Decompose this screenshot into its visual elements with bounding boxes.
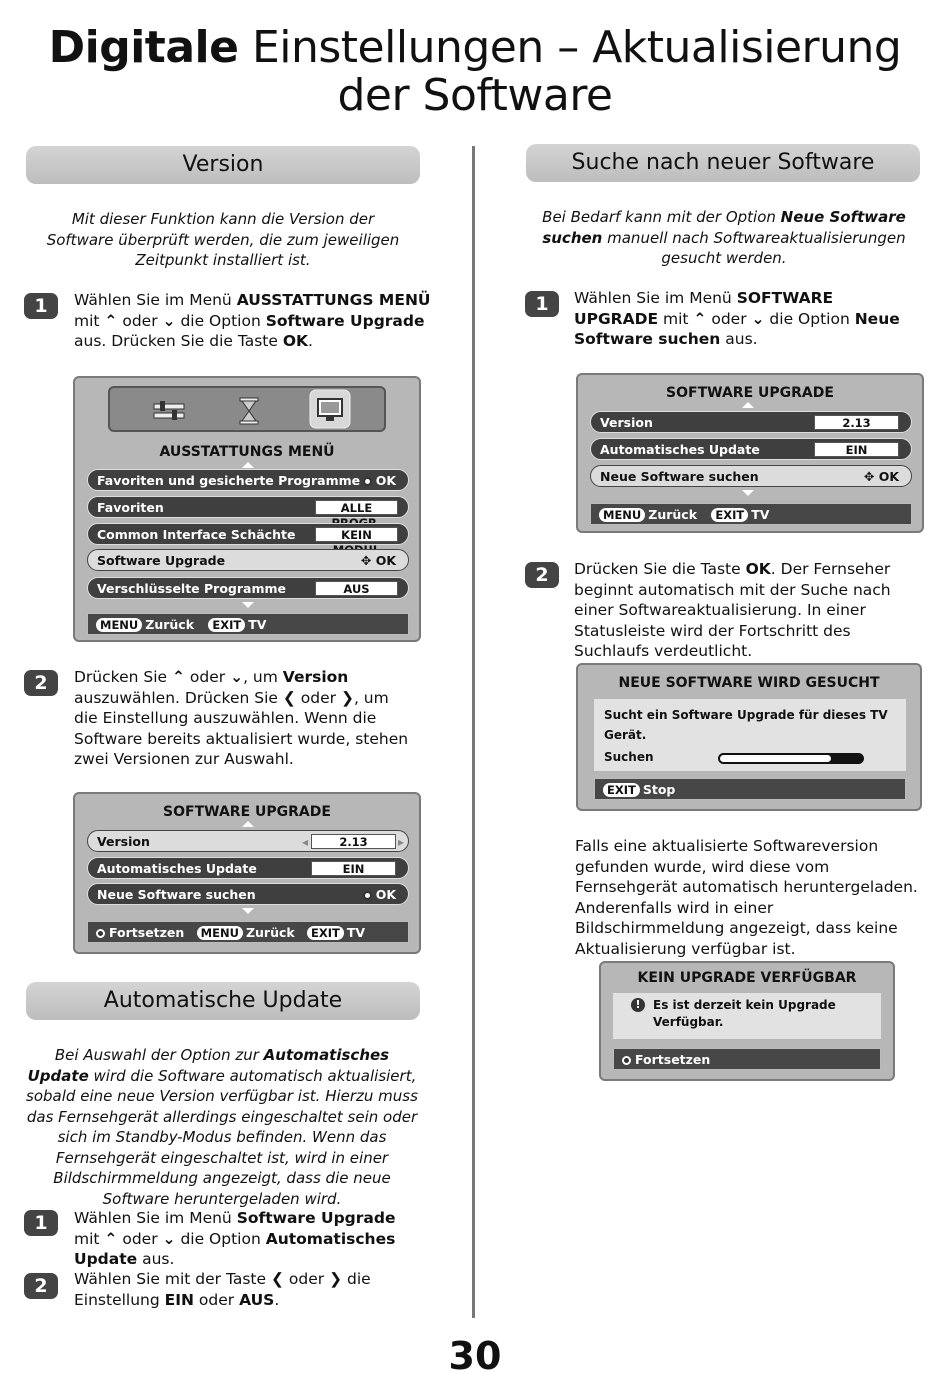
step-number: 1 xyxy=(24,293,58,319)
search-progress-panel xyxy=(576,663,922,811)
no-upgrade-message: Es ist derzeit kein Upgrade Verfügbar. xyxy=(653,998,836,1029)
menu-icon-bar xyxy=(108,386,386,432)
timer-icon xyxy=(240,398,258,424)
menu-footer: MENU Zurück EXIT TV xyxy=(590,503,912,525)
scroll-down-icon xyxy=(242,602,254,608)
alert-icon: ! xyxy=(631,998,645,1012)
ok-icon xyxy=(96,929,105,938)
version-intro: Mit dieser Funktion kann die Version der Software überprüft werden, die zum jeweiligen Zeitpunkt installiert ist. xyxy=(46,210,400,269)
scroll-up-icon xyxy=(242,821,254,827)
step-number: 2 xyxy=(525,562,559,588)
value-box: EIN xyxy=(814,442,899,457)
version-step2-text: Drücken Sie ⌃ oder ⌄, um Version auszuwählen. Drücken Sie ❮ oder ❯, um die Einstellung auszuwählen. Wenn die Software bereits aktualisiert wurde, stehen zwei Versionen zur Auswahl. xyxy=(74,668,409,768)
menu-row-verschluesselt[interactable]: Verschlüsselte Programme AUS xyxy=(87,577,409,599)
menu-row-automatisches-update[interactable]: Automatisches Update EIN xyxy=(590,438,912,460)
column-divider xyxy=(472,146,475,1318)
step-number: 1 xyxy=(24,1210,58,1236)
search-label: Suchen xyxy=(604,750,654,764)
menu-row-common-interface[interactable]: Common Interface Schächte KEIN xyxy=(87,523,409,545)
right-arrow-icon: ❯ xyxy=(340,688,354,707)
step-number: 2 xyxy=(24,1273,58,1299)
settings-icon xyxy=(154,401,184,420)
value-box: EIN xyxy=(311,861,396,876)
scroll-up-icon xyxy=(242,462,254,468)
value-box: AUS xyxy=(315,581,398,596)
down-arrow-icon: ⌄ xyxy=(162,311,176,330)
menu-row-version[interactable]: Version ◂ 2.13 ▸ xyxy=(87,830,409,852)
left-arrow-icon: ❮ xyxy=(270,1270,284,1288)
no-upgrade-panel xyxy=(599,961,895,1081)
menu-key: MENU xyxy=(599,508,645,522)
progress-fill xyxy=(720,755,831,762)
search-intro: Bei Bedarf kann mit der Option Neue Software suchen manuell nach Softwareaktualisierungen gesucht werden. xyxy=(542,208,906,267)
panel-footer[interactable]: Fortsetzen xyxy=(613,1048,881,1070)
message-box xyxy=(613,993,881,1039)
menu-footer: MENU Zurück EXIT TV xyxy=(87,613,409,635)
scroll-down-icon xyxy=(242,908,254,914)
search-step2-text: Drücken Sie die Taste OK. Der Fernseher beginnt automatisch mit der Suche nach einer Softwareaktualisierung. In einer Statusleiste wird der Fortschritt des Suchlaufs verdeutlicht. xyxy=(574,560,891,660)
after-text: Falls eine aktualisierte Softwareversion gefunden wurde, wird diese vom Fernsehgerät automatisch heruntergeladen. Anderenfalls wird in einer Bildschirmmeldung angezeigt, dass keine Aktualisierung verfügbar ist. xyxy=(575,837,918,958)
ok-icon xyxy=(622,1056,631,1065)
software-upgrade-panel xyxy=(73,792,421,954)
search-message: Sucht ein Software Upgrade für dieses TV Gerät. xyxy=(604,708,888,742)
up-arrow-icon: ⌃ xyxy=(693,309,707,328)
auto-update-intro: Bei Auswahl der Option zur Automatisches Update wird die Software automatisch aktualisiert, sobald eine neue Version verfügbar ist. Hierzu muss das Fernsehgerät allerdings eingeschaltet sein oder sich im Standby-Modus befinden. Wenn das Fernsehgerät eingeschaltet ist, wird in einer Bildschirmmeldung angezeigt, dass die neue Software heruntergeladen wird. xyxy=(26,1046,418,1208)
menu-row-software-upgrade[interactable]: Software Upgrade ✥ OK xyxy=(87,549,409,571)
menu-icons xyxy=(110,388,388,434)
menu-key: MENU xyxy=(197,926,243,940)
nav-icon: ✥ xyxy=(360,553,372,568)
nav-icon: ✥ xyxy=(863,469,875,484)
software-upgrade-panel-2 xyxy=(576,373,924,533)
menu-key: MENU xyxy=(96,618,142,632)
value-box: 2.13 xyxy=(311,834,396,849)
auto-step1-text: Wählen Sie im Menü Software Upgrade mit ⌃ oder ⌄ die Option Automatisches Update aus. xyxy=(74,1209,396,1268)
page-title xyxy=(0,24,950,120)
up-arrow-icon: ⌃ xyxy=(171,668,185,686)
value-box: 2.13 xyxy=(814,415,899,430)
scroll-up-icon xyxy=(742,402,754,408)
exit-key: EXIT xyxy=(711,508,748,522)
panel-title: NEUE SOFTWARE WIRD GESUCHT xyxy=(618,675,880,691)
left-arrow-icon: ◂ xyxy=(302,835,309,849)
down-arrow-icon: ⌄ xyxy=(230,668,244,686)
ok-icon xyxy=(363,891,372,900)
up-arrow-icon: ⌃ xyxy=(104,311,118,330)
step-number: 1 xyxy=(525,291,559,317)
menu-row-neue-software[interactable]: Neue Software suchen ✥ OK xyxy=(590,465,912,487)
panel-footer: EXIT Stop xyxy=(594,778,906,800)
left-arrow-icon: ❮ xyxy=(282,688,296,707)
menu-footer: Fortsetzen MENU Zurück EXIT TV xyxy=(87,921,409,943)
search-heading: Suche nach neuer Software xyxy=(526,144,920,182)
title-bold: Digitale xyxy=(48,22,239,73)
right-arrow-icon: ▸ xyxy=(398,835,405,849)
menu-title: SOFTWARE UPGRADE xyxy=(163,804,331,820)
menu-row-favoriten[interactable]: Favoriten ALLE xyxy=(87,496,409,518)
exit-key: EXIT xyxy=(307,926,344,940)
right-arrow-icon: ❯ xyxy=(329,1270,343,1288)
menu-row-automatisches-update[interactable]: Automatisches Update EIN xyxy=(87,857,409,879)
auto-update-heading: Automatische Update xyxy=(26,982,420,1020)
step-number: 2 xyxy=(24,670,58,696)
exit-key: EXIT xyxy=(603,783,640,797)
menu-row-version[interactable]: Version 2.13 xyxy=(590,411,912,433)
menu-title: SOFTWARE UPGRADE xyxy=(666,385,834,401)
down-arrow-icon: ⌄ xyxy=(162,1229,176,1248)
ok-icon xyxy=(363,477,372,486)
progress-bar xyxy=(718,753,864,764)
scroll-down-icon xyxy=(742,490,754,496)
exit-key: EXIT xyxy=(208,618,245,632)
ausstattungs-menu-panel xyxy=(73,376,421,642)
up-arrow-icon: ⌃ xyxy=(104,1229,118,1248)
title-rest: Einstellungen – Aktualisierung xyxy=(251,22,902,73)
down-arrow-icon: ⌄ xyxy=(751,309,765,328)
version-step1-text: Wählen Sie im Menü AUSSTATTUNGS MENÜ mit ⌃ oder ⌄ die Option Software Upgrade aus. Drücken Sie die Taste OK. xyxy=(74,291,431,350)
menu-row-favoriten-gesichert[interactable]: Favoriten und gesicherte Programme OK xyxy=(87,469,409,491)
message-box xyxy=(594,699,906,771)
value-box: KEIN xyxy=(315,527,398,542)
search-step1-text: Wählen Sie im Menü SOFTWARE UPGRADE mit ⌃ oder ⌄ die Option Neue Software suchen aus. xyxy=(574,289,900,348)
version-heading: Version xyxy=(26,146,420,184)
value-box: ALLE xyxy=(315,500,398,515)
menu-title: AUSSTATTUNGS MENÜ xyxy=(159,444,335,460)
page-number: 30 xyxy=(448,1334,502,1373)
menu-row-neue-software[interactable]: Neue Software suchen OK xyxy=(87,883,409,905)
auto-step2-text: Wählen Sie mit der Taste ❮ oder ❯ die Einstellung EIN oder AUS. xyxy=(74,1270,371,1309)
title-line2: der Software xyxy=(337,70,613,121)
panel-title: KEIN UPGRADE VERFÜGBAR xyxy=(637,970,857,986)
